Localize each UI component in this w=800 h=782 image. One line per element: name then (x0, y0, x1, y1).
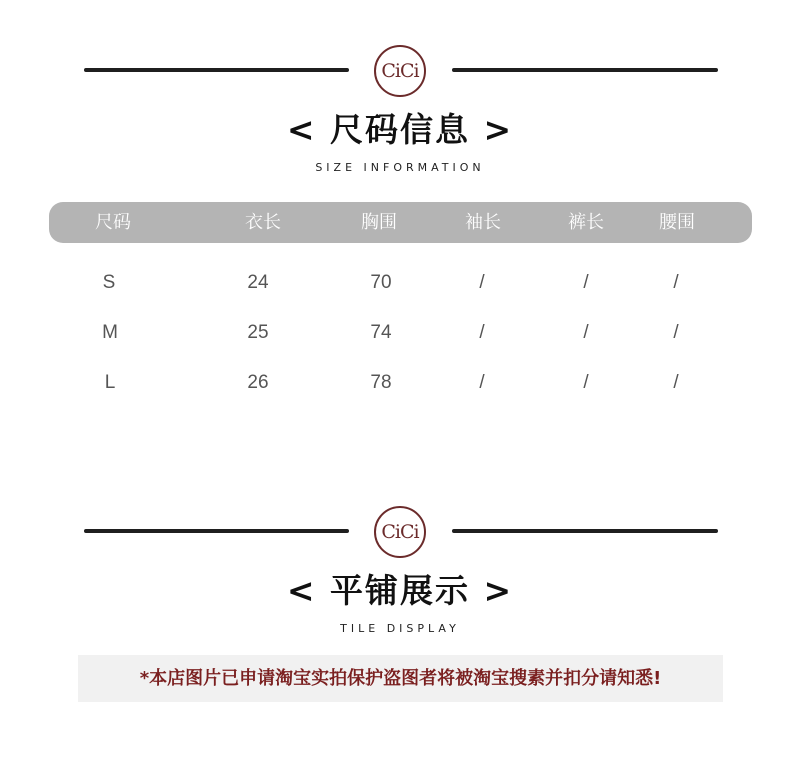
header-size: 尺码 (95, 212, 131, 233)
cell-length: 24 (247, 272, 269, 293)
cell-pants-length: / (583, 272, 589, 293)
header-waist: 腰围 (659, 212, 695, 233)
cell-pants-length: / (583, 372, 589, 393)
cell-length: 25 (247, 322, 269, 343)
cell-waist: / (673, 372, 679, 393)
section-subtitle-size: SIZE INFORMATION (315, 161, 485, 174)
cell-chest: 74 (370, 322, 392, 343)
header-length: 衣长 (245, 212, 281, 233)
size-table-header (49, 202, 752, 243)
divider-left (84, 529, 349, 533)
cell-waist: / (673, 272, 679, 293)
section-title-size: < 尺码信息 > (286, 110, 514, 149)
cici-logo (374, 506, 426, 558)
header-sleeve: 袖长 (465, 212, 501, 233)
cell-size: M (102, 322, 118, 343)
cici-logo (374, 45, 426, 97)
divider-right (452, 529, 718, 533)
copyright-notice: *本店图片已申请淘宝实拍保护盗图者将被淘宝搜素并扣分请知悉! (78, 655, 723, 702)
cell-chest: 78 (370, 372, 392, 393)
cell-sleeve: / (479, 272, 485, 293)
cell-chest: 70 (370, 272, 392, 293)
section-title-tile: < 平铺展示 > (286, 571, 514, 610)
header-chest: 胸围 (361, 212, 397, 233)
section-subtitle-tile: TILE DISPLAY (340, 622, 460, 635)
cell-pants-length: / (583, 322, 589, 343)
cell-size: L (104, 372, 116, 393)
divider-right (452, 68, 718, 72)
cell-sleeve: / (479, 372, 485, 393)
logo-text: CiCi (381, 60, 419, 82)
header-pants-length: 裤长 (568, 212, 604, 233)
cell-size: S (102, 272, 116, 293)
cell-length: 26 (247, 372, 269, 393)
cell-sleeve: / (479, 322, 485, 343)
divider-left (84, 68, 349, 72)
cell-waist: / (673, 322, 679, 343)
logo-text: CiCi (381, 521, 419, 543)
